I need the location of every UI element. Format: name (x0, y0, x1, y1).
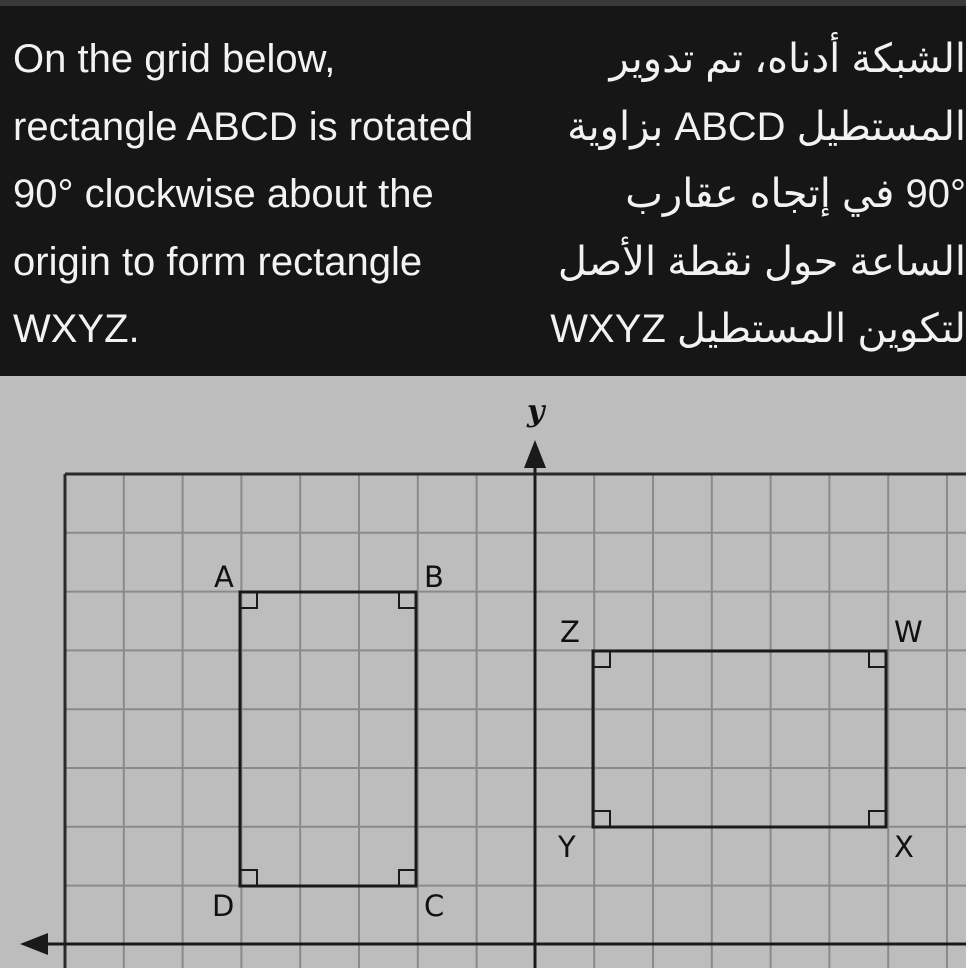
x-axis-arrow-icon (20, 933, 48, 955)
vertex-label-d: D (212, 889, 235, 923)
vertex-label-w: W (894, 615, 923, 649)
grid-lines (65, 474, 966, 968)
question-panel (0, 6, 966, 376)
coordinate-grid-svg (0, 376, 966, 968)
rectangle-abcd (240, 592, 416, 886)
arabic-line-1: الشبكة أدناه، تم تدوير (609, 37, 966, 81)
arabic-line-4: الساعة حول نقطة الأصل (557, 239, 966, 284)
y-axis-arrow-icon (524, 440, 546, 468)
vertex-label-b: B (424, 560, 444, 594)
vertex-label-a: A (214, 560, 234, 594)
arabic-line-2: المستطيل ABCD بزاوية (567, 104, 966, 149)
vertex-label-y: Y (558, 830, 576, 864)
y-axis-label: y (527, 394, 545, 429)
right-angle-marks-wxyz (593, 651, 886, 827)
question-text-english: On the grid below, rectangle ABCD is rotated 90° clockwise about the origin to form rectangle WXYZ. (13, 37, 474, 351)
question-text-arabic (550, 26, 966, 364)
vertex-label-x: X (894, 830, 914, 864)
vertex-label-z: Z (560, 615, 580, 649)
vertex-label-c: C (424, 889, 445, 923)
arabic-line-5: لتكوين المستطيل WXYZ (550, 307, 966, 351)
rectangle-wxyz (593, 651, 886, 827)
arabic-line-3: 90° في إتجاه عقارب (625, 172, 966, 216)
right-angle-marks-abcd (240, 592, 416, 886)
coordinate-grid-figure (0, 376, 966, 968)
